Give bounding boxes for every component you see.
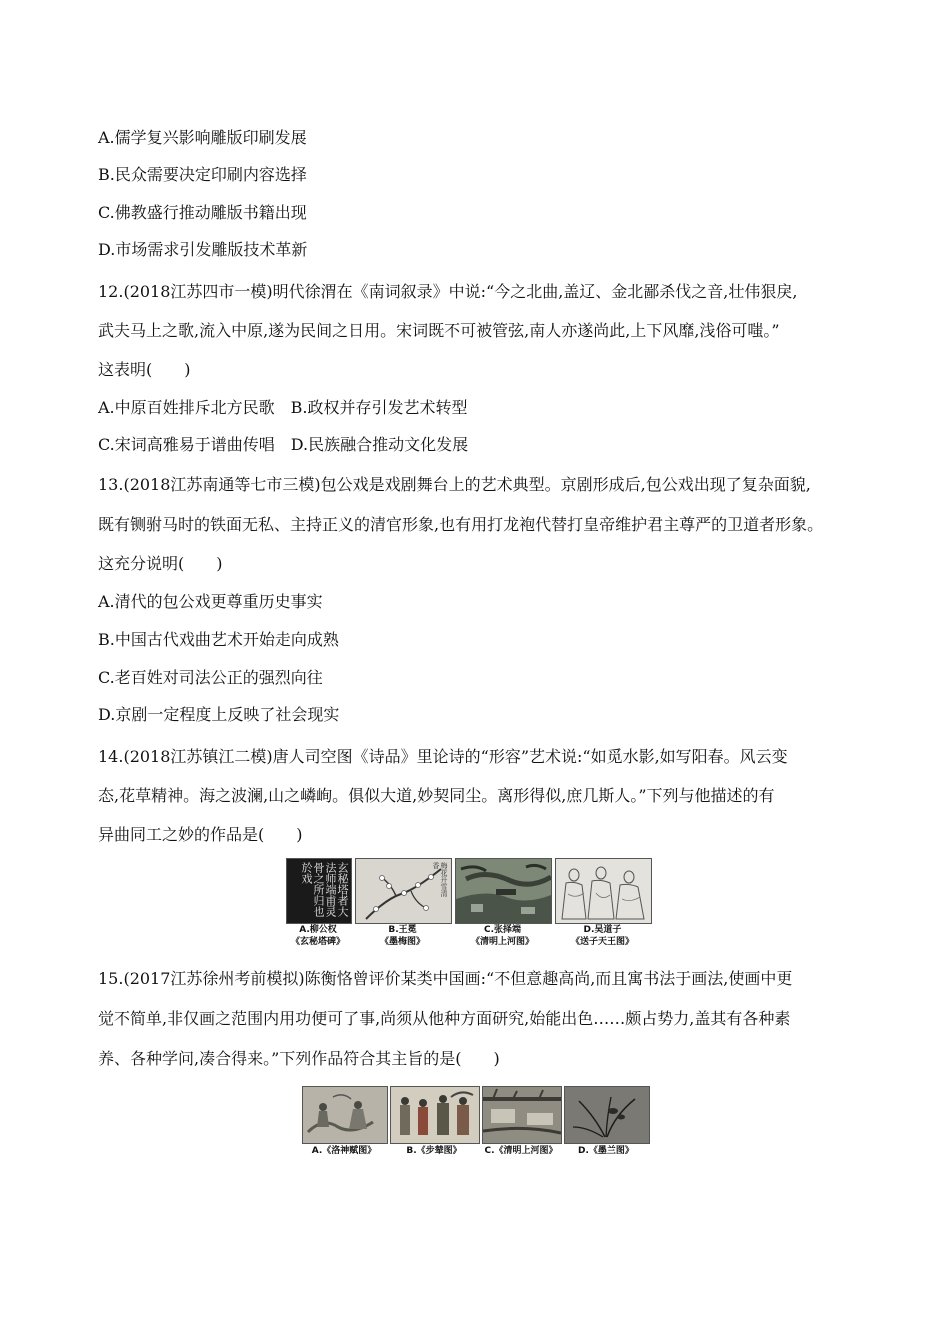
q15-image-a	[302, 1086, 388, 1144]
q13-option-d: D.京剧一定程度上反映了社会现实	[98, 705, 340, 724]
figures-painting	[556, 859, 651, 923]
q15-image-c	[482, 1086, 562, 1144]
q14-caption-c-artist: C.张择端	[483, 925, 522, 935]
q12-stem-line-1: 12.(2018江苏四市一模)明代徐渭在《南词叙录》中说:“今之北曲,盖辽、金北鄙杀伐之音,壮伟狠戾,	[98, 282, 798, 301]
q14-image-c	[455, 858, 552, 924]
q11-option-b: B.民众需要决定印刷内容选择	[98, 165, 307, 184]
q15-stem-line-3: 养、各种学问,凑合得来。”下列作品符合其主旨的是( )	[98, 1049, 500, 1068]
q14-image-d	[555, 858, 652, 924]
q14-figure	[286, 858, 652, 950]
q11-option-a: A.儒学复兴影响雕版印刷发展	[98, 128, 307, 147]
q14-calligraphy-b: 梅花开雪清香	[432, 862, 448, 897]
q14-caption-d-work: 《送子天王图》	[570, 937, 634, 947]
q15-figure	[302, 1086, 650, 1160]
q12-stem-line-3: 这表明( )	[98, 360, 191, 379]
q14-caption-a-artist: A.柳公权	[299, 925, 337, 935]
q15-stem-line-1: 15.(2017江苏徐州考前模拟)陈衡恪曾评价某类中国画:“不但意趣高尚,而且寓书法于画法,使画中更	[98, 969, 793, 988]
q13-option-b: B.中国古代戏曲艺术开始走向成熟	[98, 630, 339, 649]
q15-caption-c: C.《清明上河图》	[484, 1146, 558, 1156]
q15-caption-b: B.《步辇图》	[406, 1146, 462, 1156]
q15-image-b	[390, 1086, 480, 1144]
river-scene-painting	[456, 859, 551, 923]
q15-image-d	[564, 1086, 650, 1144]
qingming-painting	[483, 1087, 561, 1143]
q14-caption-b-work: 《墨梅图》	[379, 937, 425, 947]
q14-caption-c-work: 《清明上河图》	[470, 937, 534, 947]
q11-option-d: D.市场需求引发雕版技术革新	[98, 240, 308, 259]
q15-caption-a: A.《洛神赋图》	[311, 1146, 377, 1156]
q13-option-a: A.清代的包公戏更尊重历史事实	[98, 592, 323, 611]
bunian-painting	[391, 1087, 479, 1143]
q14-stem-line-2: 态,花草精神。海之波澜,山之嶙峋。俱似大道,妙契同尘。离形得似,庶几斯人。”下列与他描述的有	[98, 786, 775, 805]
q13-stem-line-1: 13.(2018江苏南通等七市三模)包公戏是戏剧舞台上的艺术典型。京剧形成后,包公戏出现了复杂面貌,	[98, 475, 811, 494]
q14-caption-d-artist: D.吴道子	[583, 925, 622, 935]
q14-stem-line-3: 异曲同工之妙的作品是( )	[98, 825, 303, 844]
q12-stem-line-2: 武夫马上之歌,流入中原,遂为民间之日用。宋词既不可被管弦,南人亦遂尚此,上下风靡,浅俗可嗤。”	[98, 321, 780, 340]
q14-caption-b-artist: B.王冕	[388, 925, 417, 935]
q14-image-b	[355, 858, 452, 924]
q13-stem-line-2: 既有铡驸马时的铁面无私、主持正义的清官形象,也有用打龙袍代替打皇帝维护君主尊严的卫道者形象。	[98, 515, 824, 534]
q14-image-a	[286, 858, 352, 924]
luoshen-painting	[303, 1087, 387, 1143]
q13-stem-line-3: 这充分说明( )	[98, 554, 223, 573]
q11-option-c: C.佛教盛行推动雕版书籍出现	[98, 203, 307, 222]
orchid-painting	[565, 1087, 649, 1143]
q15-stem-line-2: 觉不简单,非仅画之范围内用功便可了事,尚须从他种方面研究,始能出色……颇占势力,盖其有各种素	[98, 1009, 791, 1028]
q14-calligraphy-a: 玄秘塔者大法师端甫灵骨之所归也於戏	[300, 862, 349, 917]
q14-stem-line-1: 14.(2018江苏镇江二模)唐人司空图《诗品》里论诗的“形容”艺术说:“如觅水影,如写阳春。风云变	[98, 747, 788, 766]
q15-caption-d: D.《墨兰图》	[578, 1146, 634, 1156]
q12-options-ab: A.中原百姓排斥北方民歌 B.政权并存引发艺术转型	[98, 398, 468, 417]
q13-option-c: C.老百姓对司法公正的强烈向往	[98, 668, 323, 687]
q14-caption-a-work: 《玄秘塔碑》	[290, 937, 345, 947]
q12-options-cd: C.宋词高雅易于谱曲传唱 D.民族融合推动文化发展	[98, 435, 469, 454]
